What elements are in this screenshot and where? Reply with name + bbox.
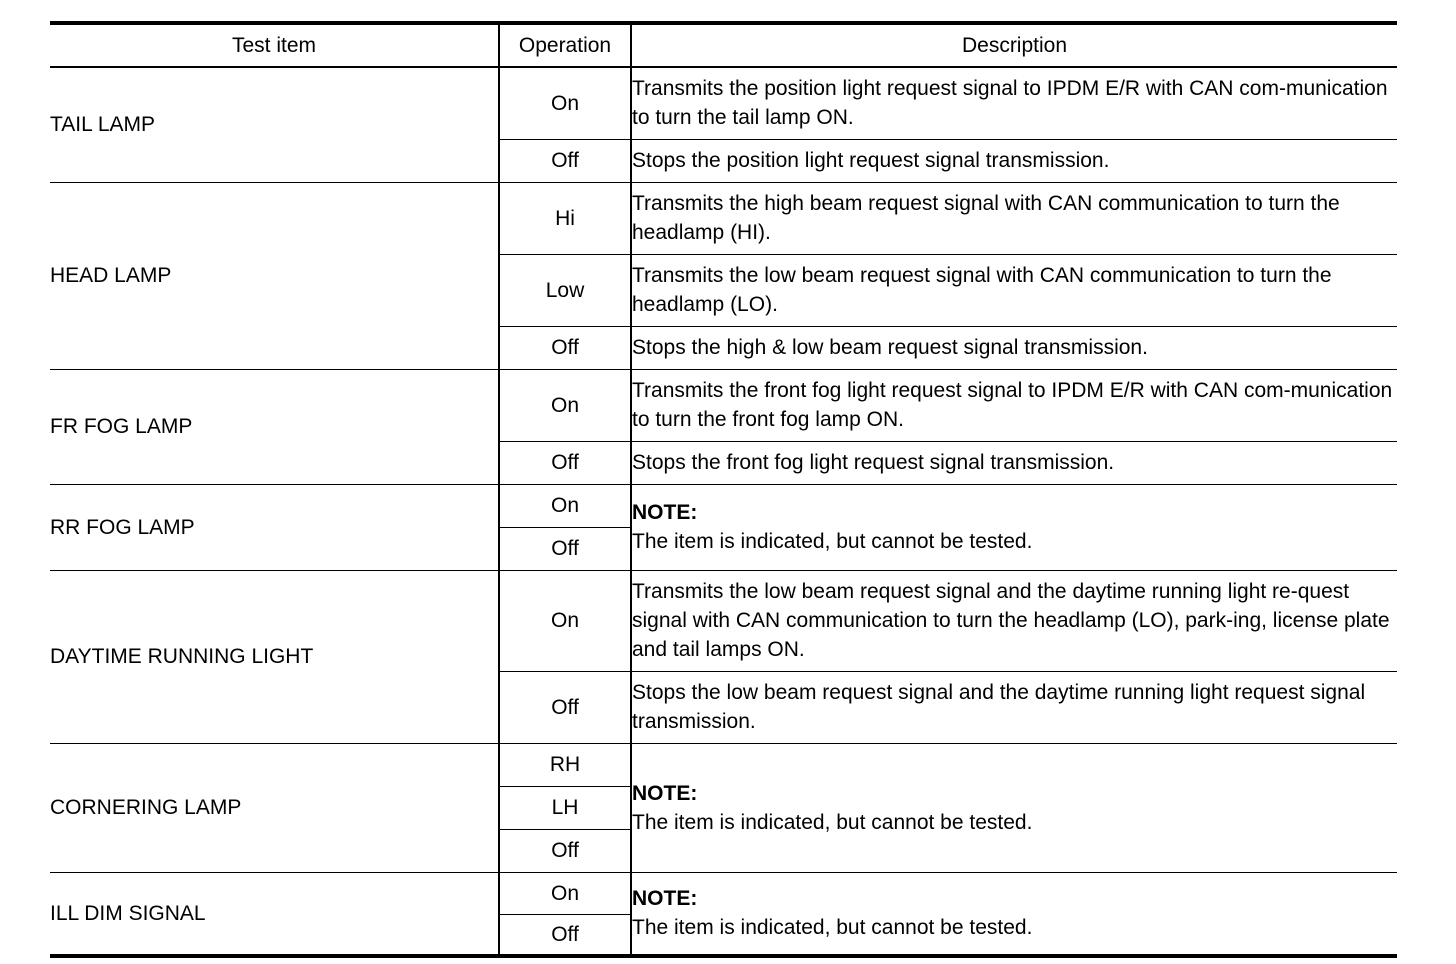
header-test-item: Test item: [50, 23, 499, 67]
operation-cell: On: [499, 67, 631, 139]
test-item-daytime-running-light: DAYTIME RUNNING LIGHT: [50, 570, 499, 743]
description-cell: Stops the low beam request signal and the daytime running light request signal transmission.: [631, 671, 1397, 743]
operation-cell: Off: [499, 829, 631, 872]
note-title: NOTE:: [632, 781, 698, 805]
header-operation: Operation: [499, 23, 631, 67]
operation-cell: Off: [499, 527, 631, 570]
operation-cell: Off: [499, 671, 631, 743]
operation-cell: LH: [499, 786, 631, 829]
table-row: [50, 872, 1397, 914]
operation-cell: RH: [499, 743, 631, 786]
note-cell: [631, 743, 1397, 872]
test-item-cornering-lamp: CORNERING LAMP: [50, 743, 499, 872]
description-cell: Transmits the low beam request signal with CAN communication to turn the headlamp (LO).: [631, 254, 1397, 326]
description-cell: Stops the high & low beam request signal transmission.: [631, 326, 1397, 369]
note-text: The item is indicated, but cannot be tested.: [632, 810, 1033, 834]
operation-cell: On: [499, 872, 631, 914]
table-header-row: [50, 23, 1397, 67]
note-cell: [631, 872, 1397, 956]
operation-cell: Hi: [499, 182, 631, 254]
note-title: NOTE:: [632, 501, 698, 524]
operation-cell: On: [499, 570, 631, 671]
test-item-rr-fog-lamp: RR FOG LAMP: [50, 484, 499, 570]
test-item-fr-fog-lamp: FR FOG LAMP: [50, 369, 499, 484]
header-description: Description: [631, 23, 1397, 67]
operation-cell: On: [499, 369, 631, 441]
test-item-head-lamp: HEAD LAMP: [50, 182, 499, 369]
table-row: [50, 67, 1397, 139]
note-cell: [631, 484, 1397, 570]
description-cell: Stops the front fog light request signal transmission.: [631, 441, 1397, 484]
operation-cell: Low: [499, 254, 631, 326]
table-row: [50, 182, 1397, 254]
test-item-table: [50, 21, 1397, 958]
operation-cell: Off: [499, 914, 631, 956]
note-title: NOTE:: [632, 887, 698, 911]
description-cell: Transmits the low beam request signal and the daytime running light re-quest signal with CAN communication to turn the headlamp (LO), park-ing, license plate and tail lamps ON.: [631, 570, 1397, 671]
test-item-ill-dim-signal: ILL DIM SIGNAL: [50, 872, 499, 956]
operation-cell: Off: [499, 441, 631, 484]
operation-cell: Off: [499, 139, 631, 182]
note-text: The item is indicated, but cannot be tested.: [632, 916, 1033, 940]
operation-cell: On: [499, 484, 631, 527]
description-cell: Stops the position light request signal transmission.: [631, 139, 1397, 182]
table-row: [50, 484, 1397, 527]
description-cell: Transmits the high beam request signal with CAN communication to turn the headlamp (HI).: [631, 182, 1397, 254]
table-row: [50, 570, 1397, 671]
table-row: [50, 743, 1397, 786]
description-cell: Transmits the position light request signal to IPDM E/R with CAN com-munication to turn the tail lamp ON.: [631, 67, 1397, 139]
table-row: [50, 369, 1397, 441]
test-item-tail-lamp: TAIL LAMP: [50, 67, 499, 182]
operation-cell: Off: [499, 326, 631, 369]
description-cell: Transmits the front fog light request signal to IPDM E/R with CAN com-munication to turn the front fog lamp ON.: [631, 369, 1397, 441]
note-text: The item is indicated, but cannot be tested.: [632, 530, 1033, 553]
